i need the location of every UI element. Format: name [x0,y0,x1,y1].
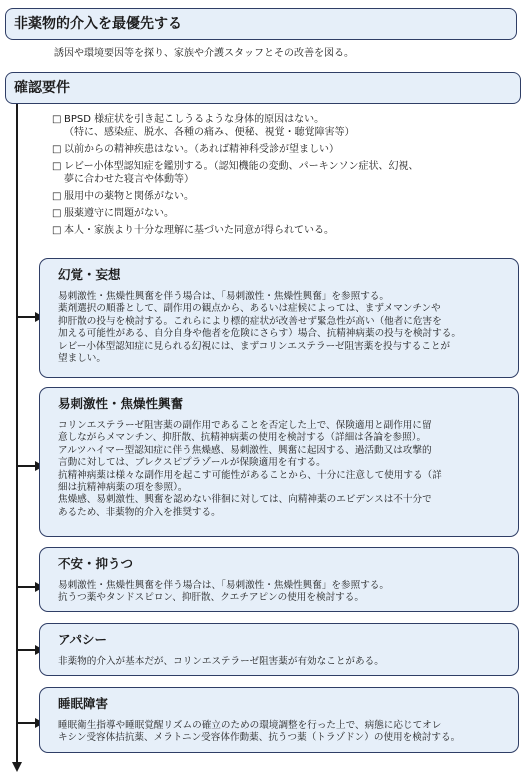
requirement-item: □ 服用中の薬物と関係がない。 [52,191,194,202]
arrow-right-icon [17,722,36,724]
requirements-title: 確認要件 [14,80,70,96]
symptom-card-anxiety-depression: 不安・抑うつ 易刺激性・焦燥性興奮を伴う場合は、「易刺激性・焦燥性興奮」を参照する。 抗うつ薬やタンドスピロン、抑肝散、クエチアピンの使用を検討する。 [39,547,519,612]
arrow-right-icon [17,465,36,467]
arrow-right-icon [17,649,36,651]
symptom-card-sleep-disorder: 睡眠障害 睡眠衛生指導や睡眠覚醒リズムの確立のための環境調整を行った上で、病態に応じてオレ キシン受容体拮抗薬、メラトニン受容体作動薬、抗うつ薬（トラゾドン）の使用を検討する。 [39,687,519,753]
top-priority-title: 非薬物的介入を最優先する [14,16,182,32]
top-priority-description: 誘因や環境要因等を探り、家族や介護スタッフとその改善を図る。 [54,48,354,59]
top-priority-box [5,8,517,40]
card-title: 易刺激性・焦燥性興奮 [58,396,184,411]
flow-spine-line [16,104,18,766]
checkbox-icon: □ [52,161,62,172]
card-title: 不安・抑うつ [58,556,134,571]
checkbox-icon: □ [52,144,62,155]
checkbox-icon: □ [52,114,62,125]
requirement-item: □ BPSD 様症状を引き起こしうるような身体的原因はない。 （特に、感染症、脱水、各種の痛み、便秘、視覚・聴覚障害等） [52,114,355,138]
checkbox-icon: □ [52,208,62,219]
requirements-box [5,72,521,104]
card-title: 睡眠障害 [58,696,109,711]
requirement-item: □ レビー小体型認知症を鑑別する。（認知機能の変動、パーキンソン症状、幻視、 夢に合わせた寝言や体動等） [52,161,419,185]
checkbox-icon: □ [52,225,62,236]
requirement-item: □ 以前からの精神疾患はない。（あれば精神科受診が望ましい） [52,144,339,155]
arrow-right-icon [17,316,36,318]
symptom-card-apathy: アパシー 非薬物的介入が基本だが、コリンエステラーゼ阻害薬が有効なことがある。 [39,623,519,676]
arrow-right-icon [17,586,36,588]
symptom-card-hallucination: 幻覚・妄想 易刺激性・焦燥性興奮を伴う場合は、「易刺激性・焦燥性興奮」を参照する。 薬剤選択の順番として、副作用の観点から、あるいは症候によっては、まずメマンチンや 抑肝散の投与を検討する。これらにより標的症状が改善せず緊急性が高い（他者に危害を 加える可能性がある、自分自身や他者を危険にさらす）場合、抗精神病薬の投与を検討する。 レビー小体型認知症に見られる幻視には、まずコリンエステラーゼ阻害薬を投与することが 望ましい。 [39,258,519,378]
card-title: アパシー [58,632,108,647]
checkbox-icon: □ [52,191,62,202]
requirement-item: □ 服薬遵守に問題がない。 [52,208,174,219]
card-title: 幻覚・妄想 [58,267,121,282]
requirements-checklist [52,113,517,241]
arrow-down-icon [12,762,22,772]
symptom-card-agitation: 易刺激性・焦燥性興奮 コリンエステラーゼ阻害薬の副作用であることを否定した上で、保険適用と副作用に留 意しながらメマンチン、抑肝散、抗精神病薬の使用を検討する（詳細は各論を参照）。 アルツハイマー型認知症に伴う焦燥感、易刺激性、興奮に起因する、過活動又は攻撃的 言動に対しては、ブレクスピプラゾールが保険適用を有する。 抗精神病薬は様々な副作用を起こす可能性があることから、十分に注意して使用する（詳 細は抗精神病薬の項を参照）。 焦燥感、易刺激性、興奮を認めない徘徊に対しては、向精神薬のエビデンスは不十分で あるため、非薬物的介入を推奨する。 [39,387,519,537]
requirement-item: □ 本人・家族より十分な理解に基づいた同意が得られている。 [52,225,334,236]
